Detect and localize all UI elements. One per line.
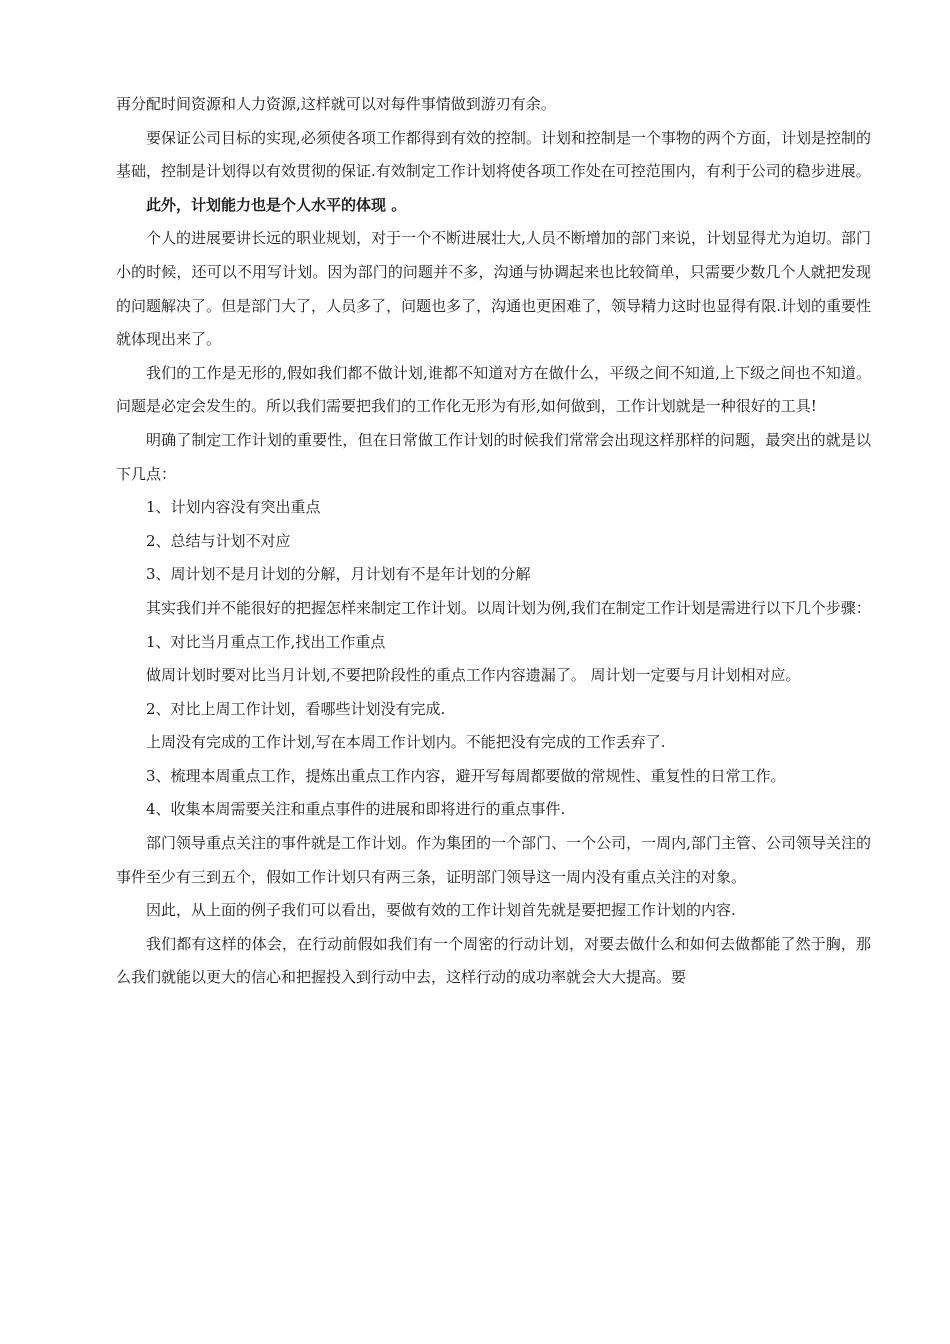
paragraph: 我们的工作是无形的,假如我们都不做计划,谁都不知道对方在做什么，平级之间不知道,上下级之间也不知道。问题是必定会发生的。所以我们需要把我们的工作化无形为有形,如何做到，工作计划就是一种很好的工具!: [116, 363, 871, 416]
paragraph: 做周计划时要对比当月计划,不要把阶段性的重点工作内容遗漏了。 周计划一定要与月计划相对应。: [146, 666, 801, 685]
paragraph: 其实我们并不能很好的把握怎样来制定工作计划。以周计划为例,我们在制定工作计划是需进行以下几个步骤：: [146, 598, 871, 617]
section-heading: 此外，计划能力也是个人水平的体现 。: [146, 195, 407, 214]
paragraph: 我们都有这样的体会，在行动前假如我们有一个周密的行动计划，对要去做什么和如何去做都能了然于胸，那么我们就能以更大的信心和把握投入到行动中去，这样行动的成功率就会大大提高。要: [116, 934, 871, 987]
paragraph: 上周没有完成的工作计划,写在本周工作计划内。不能把没有完成的工作丢弃了.: [146, 733, 666, 752]
step-item: 3、梳理本周重点工作，提炼出重点工作内容，避开写每周都要做的常规性、重复性的日常工作。: [146, 766, 786, 785]
paragraph: 明确了制定工作计划的重要性，但在日常做工作计划的时候我们常常会出现这样那样的问题，最突出的就是以下几点：: [116, 430, 871, 483]
paragraph: 要保证公司目标的实现,必须使各项工作都得到有效的控制。计划和控制是一个事物的两个方面，计划是控制的基础，控制是计划得以有效贯彻的保证.有效制定工作计划将使各项工作处在可控范围内，有利于公司的稳步进展。: [116, 128, 871, 181]
paragraph: 因此，从上面的例子我们可以看出，要做有效的工作计划首先就是要把握工作计划的内容.: [146, 901, 736, 920]
step-item: 2、对比上周工作计划，看哪些计划没有完成.: [146, 699, 446, 718]
list-item: 2、总结与计划不对应: [146, 531, 291, 550]
list-item: 3、周计划不是月计划的分解，月计划有不是年计划的分解: [146, 565, 531, 584]
list-item: 1、计划内容没有突出重点: [146, 498, 321, 517]
document-body: [116, 88, 871, 995]
paragraph: 部门领导重点关注的事件就是工作计划。作为集团的一个部门、一个公司，一周内,部门主管、公司领导关注的事件至少有三到五个，假如工作计划只有两三条，证明部门领导这一周内没有重点关注的对象。: [116, 834, 871, 886]
step-item: 1、对比当月重点工作,找出工作重点: [146, 632, 386, 651]
step-item: 4、收集本周需要关注和重点事件的进展和即将进行的重点事件.: [146, 800, 566, 819]
paragraph: 个人的进展要讲长远的职业规划，对于一个不断进展壮大,人员不断增加的部门来说，计划显得尤为迫切。部门小的时候，还可以不用写计划。因为部门的问题并不多，沟通与协调起来也比较简单，只需要少数几个人就把发现的问题解决了。但是部门大了，人员多了，问题也多了，沟通也更困难了，领导精力这时也显得有限.计划的重要性就体现出来了。: [116, 229, 871, 349]
paragraph: 再分配时间资源和人力资源,这样就可以对每件事情做到游刃有余。: [116, 95, 556, 113]
